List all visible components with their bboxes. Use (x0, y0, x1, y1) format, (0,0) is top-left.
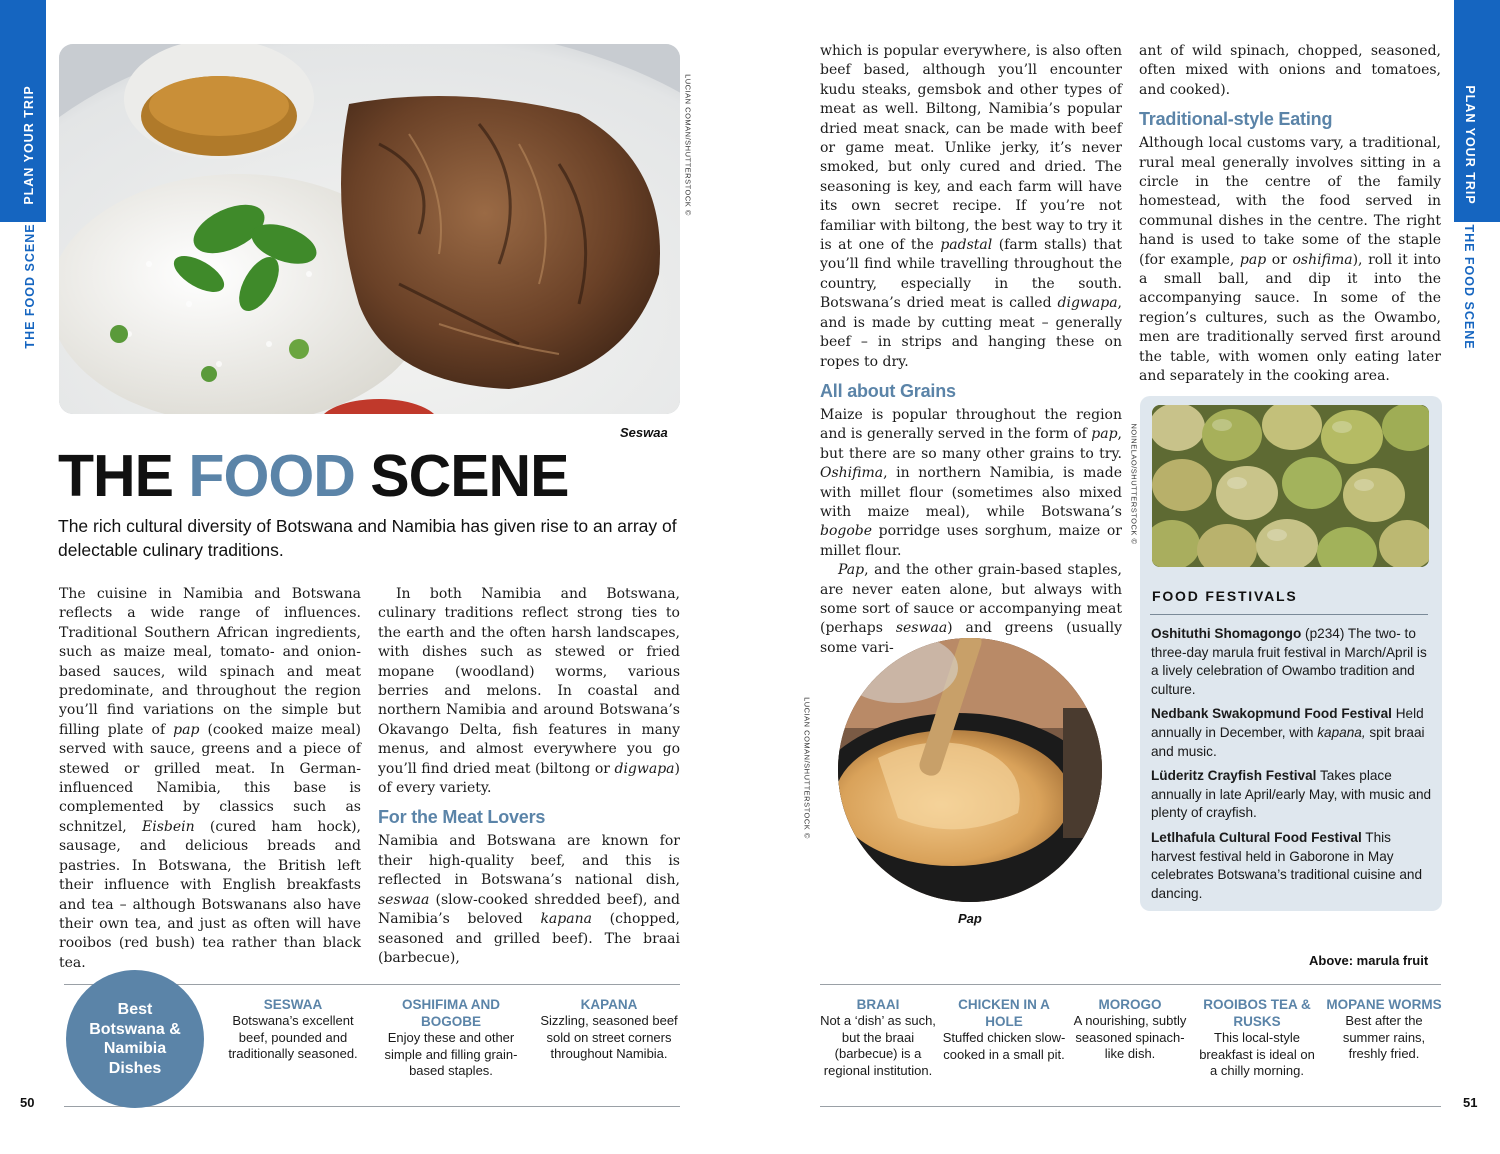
italic-term: oshifima (1292, 251, 1353, 268)
dish-oshifima-bogobe (380, 996, 522, 1080)
italic-term: seswaa (378, 891, 430, 908)
dish-morogo (1068, 996, 1192, 1063)
page-title (58, 443, 569, 509)
italic-term: Oshifima (820, 465, 884, 482)
italic-term: pap (173, 721, 200, 738)
dish-chicken-in-a-hole (942, 996, 1066, 1063)
festival-item (1151, 705, 1432, 761)
festival-item (1151, 829, 1432, 903)
dish-desc: Not a ‘dish’ as such, but the braai (barbecue) is a regional institution. (820, 1013, 936, 1078)
dish-rooibos-rusks (1194, 996, 1320, 1080)
body-column-3 (820, 42, 1122, 658)
pap-photo-credit: LUCIAN COMAN/SHUTTERSTOCK © (802, 697, 812, 839)
col2-paragraph-1 (378, 585, 680, 798)
right-section-tab-label: THE FOOD SCENE (1462, 224, 1476, 350)
seswaa-photo-credit: LUCIAN COMAN/SHUTTERSTOCK © (683, 74, 693, 216)
italic-term: seswaa (895, 620, 948, 637)
text-span: In both Namibia and Botswana, culinary traditions reflect strong ties to the earth and the often harsh landscapes, with dishes such as stewed or fried mopane (woodland) worms, various berries and melons. In coastal and northern Namibia and around Botswana’s Okavango Delta, fish features in many menus, and almost everywhere you go you’ll find dried meat (biltong or (378, 586, 680, 777)
dish-name: MOROGO (1098, 997, 1162, 1012)
dish-mopane-worms (1322, 996, 1446, 1063)
italic-term: pap (1239, 251, 1267, 268)
page-number-right: 51 (1463, 1095, 1478, 1110)
dish-desc: Sizzling, seasoned beef sold on street corners throughout Namibia. (540, 1013, 678, 1062)
page-number-left: 50 (20, 1095, 35, 1110)
food-festivals-list (1151, 625, 1432, 909)
dish-desc: Botswana’s excellent beef, pounded and traditionally seasoned. (228, 1013, 358, 1062)
festival-desc: The two- to three-day marula fruit festival in March/April is a lively celebration of Owambo tradition and culture. (1151, 626, 1427, 697)
seswaa-photo (59, 44, 680, 414)
col4-paragraph-2 (1139, 134, 1441, 386)
dish-desc: This local-style breakfast is ideal on a chilly morning. (1199, 1030, 1315, 1079)
italic-term: digwapa (614, 760, 675, 777)
italic-term: Pap (838, 562, 865, 579)
dish-desc: Enjoy these and other simple and filling grain-based staples. (384, 1030, 518, 1079)
pap-illustration (838, 638, 1102, 902)
text-span: Namibia and Botswana are known for their high-quality beef, and this is reflected in Botswana’s national dish, (378, 833, 680, 889)
text-span: The cuisine in Namibia and Botswana reflects a wide range of influences. Traditional Southern African ingredients, such as maize meal, tomato- and onion-based sauces, wild spinach and meat predominate, and throughout the region you’ll find variations on the simple but filling plate of (59, 586, 361, 738)
italic-term: digwapa (1057, 295, 1118, 312)
italic-term: Eisbein (142, 818, 195, 835)
left-section-tab-label: THE FOOD SCENE (23, 223, 37, 349)
festival-item (1151, 767, 1432, 823)
text-span: ) and greens (usually some vari- (820, 620, 1122, 656)
food-festivals-title: FOOD FESTIVALS (1152, 588, 1298, 604)
text-span: Maize is popular throughout the region and is generally served in the form of (820, 406, 1122, 443)
festival-desc: This harvest festival held in Gaborone in May celebrates Botswana’s traditional cuisine and dancing. (1151, 829, 1423, 901)
dish-name: OSHIFIMA AND BOGOBE (402, 997, 500, 1029)
marula-photo-credit: NOINELAO/SHUTTERSTOCK © (1129, 423, 1139, 545)
pap-caption: Pap (958, 911, 982, 926)
dishes-strip-top-rule-right (820, 984, 1441, 985)
intro-text: The rich cultural diversity of Botswana and Namibia has given rise to an array of delectable culinary traditions. (58, 516, 677, 560)
dish-desc: Stuffed chicken slow-cooked in a small pit. (942, 1030, 1066, 1062)
best-dishes-badge-label: Best Botswana & Namibia Dishes (89, 1001, 181, 1077)
dish-desc: Best after the summer rains, freshly fried. (1342, 1013, 1426, 1062)
dish-kapana (538, 996, 680, 1063)
italic-term: bogobe (820, 523, 873, 540)
text-span: or (1266, 251, 1293, 268)
col2-paragraph-2 (378, 832, 680, 968)
festival-name: Nedbank Swakopmund Food Festival (1151, 706, 1392, 722)
festival-name: Oshituthi Shomagongo (1151, 626, 1302, 641)
text-span: (cured ham hock), sausage, and delicious breads and pastries. In Botswana, the British left their influence with English breakfasts and tea – although Botswanans also have their own tea, and just as often will have rooibos (red bush) tea rather than black tea. (59, 818, 361, 971)
text-span: ), roll it into a small ball, and dip it into the accompanying sauce. In some of the region’s cultures, such as the Owambo, men are traditionally served first around the table, with women only eating later and separately in the cooking area. (1139, 251, 1441, 385)
text-span: , and the other grain-based staples, are never eaten alone, but always with some sort of sauce or accompanying meat (perhaps (820, 562, 1122, 637)
festival-item (1151, 625, 1432, 699)
text-span: Although local customs vary, a traditional, rural meal generally involves sitting in a circle in the centre of the family homestead, with the food served in communal dishes in the centre. The right hand is used to take some of the staple (for example, (1139, 135, 1441, 268)
text-span: (slow-cooked shredded beef), and Namibia’s beloved (378, 891, 680, 928)
marula-caption: Above: marula fruit (1309, 953, 1429, 968)
text-span: ) of every variety. (378, 760, 680, 797)
food-festivals-divider (1150, 614, 1428, 615)
seswaa-illustration (59, 44, 680, 414)
text-span: (chopped, seasoned and grilled beef). The braai (barbecue), (378, 911, 680, 966)
best-dishes-badge (66, 970, 204, 1108)
italic-term: pap (1091, 426, 1118, 443)
dish-name: CHICKEN IN A HOLE (958, 997, 1050, 1029)
left-plan-tab-label: PLAN YOUR TRIP (22, 85, 36, 205)
text-span: , but there are so many other grains to try. (820, 426, 1122, 462)
dish-seswaa (222, 996, 364, 1063)
right-plan-tab (1454, 0, 1500, 222)
dish-name: MOPANE WORMS (1326, 997, 1442, 1012)
col1-paragraph (59, 585, 361, 973)
heading-meat-lovers: For the Meat Lovers (378, 807, 546, 828)
text-span: (farm stalls) that you’ll find while travelling throughout the country, especially in the south. Botswana’s dried meat is called (820, 237, 1122, 312)
text-span: which is popular everywhere, is also often beef based, although you’ll encounter kudu steaks, gemsbok and other types of meat as well. Biltong, Namibia’s popular dried meat snack, can be made with beef or game meat. Unlike jerky, it’s never smoked, but only cured and dried. The seasoning is key, and each farm will have its own secret recipe. If you’re not familiar with biltong, the best way to try it is at one of the (820, 43, 1122, 254)
festival-page-ref: (p234) (1301, 626, 1345, 641)
body-column-1 (59, 585, 361, 973)
festival-desc: Held annually in December, with (1151, 706, 1424, 740)
body-column-2 (378, 585, 680, 968)
title-part-2: SCENE (354, 443, 569, 509)
dish-name: ROOIBOS TEA & RUSKS (1203, 997, 1311, 1029)
dish-name: BRAAI (856, 997, 900, 1012)
text-span: , in northern Namibia, is made with millet flour (sometimes also mixed with maize meal), while Botswana’s (820, 465, 1122, 520)
italic-term: kapana, (1317, 724, 1366, 740)
italic-term: padstal (940, 237, 993, 254)
title-part-1: THE (58, 443, 189, 509)
heading-traditional-eating: Traditional-style Eating (1139, 109, 1333, 130)
seswaa-caption: Seswaa (620, 425, 668, 440)
dish-braai (816, 996, 940, 1079)
dish-desc: A nourishing, subtly seasoned spinach-like dish. (1073, 1013, 1187, 1062)
marula-illustration (1152, 405, 1429, 567)
festival-desc: spit braai and music. (1151, 724, 1425, 759)
dish-name: SESWAA (263, 997, 323, 1012)
right-plan-tab-label: PLAN YOUR TRIP (1463, 85, 1477, 205)
text-span: , and is made by cutting meat – generally beef – in strips and hanging these on ropes to dry. (820, 295, 1122, 370)
marula-fruit-photo (1152, 405, 1429, 567)
col3-paragraph-1 (820, 42, 1122, 372)
text-span: (cooked maize meal) served with sauce, greens and a piece of stewed or grilled meat. In German-influenced Namibia, this base is complemented by classics such as schnitzel, (59, 721, 361, 835)
dishes-strip-bottom-rule-left (64, 1106, 680, 1107)
festival-name: Lüderitz Crayfish Festival (1151, 768, 1317, 784)
heading-grains: All about Grains (820, 380, 956, 401)
festival-desc: Takes place annually in late April/early May, with music and plenty of crayfish. (1151, 768, 1432, 821)
body-column-4 (1139, 42, 1441, 387)
festival-name: Letlhafula Cultural Food Festival (1151, 829, 1362, 845)
text-span: porridge uses sorghum, maize or millet flour. (820, 523, 1122, 559)
col3-paragraph-2 (820, 406, 1122, 561)
dish-name: KAPANA (580, 997, 638, 1012)
pap-photo (838, 638, 1102, 902)
col4-paragraph-1: ant of wild spinach, chopped, seasoned, often mixed with onions and tomatoes, and cooked). (1139, 43, 1441, 98)
dishes-strip-bottom-rule-right (820, 1106, 1441, 1107)
title-accent: FOOD (188, 443, 355, 509)
italic-term: kapana (540, 911, 592, 928)
